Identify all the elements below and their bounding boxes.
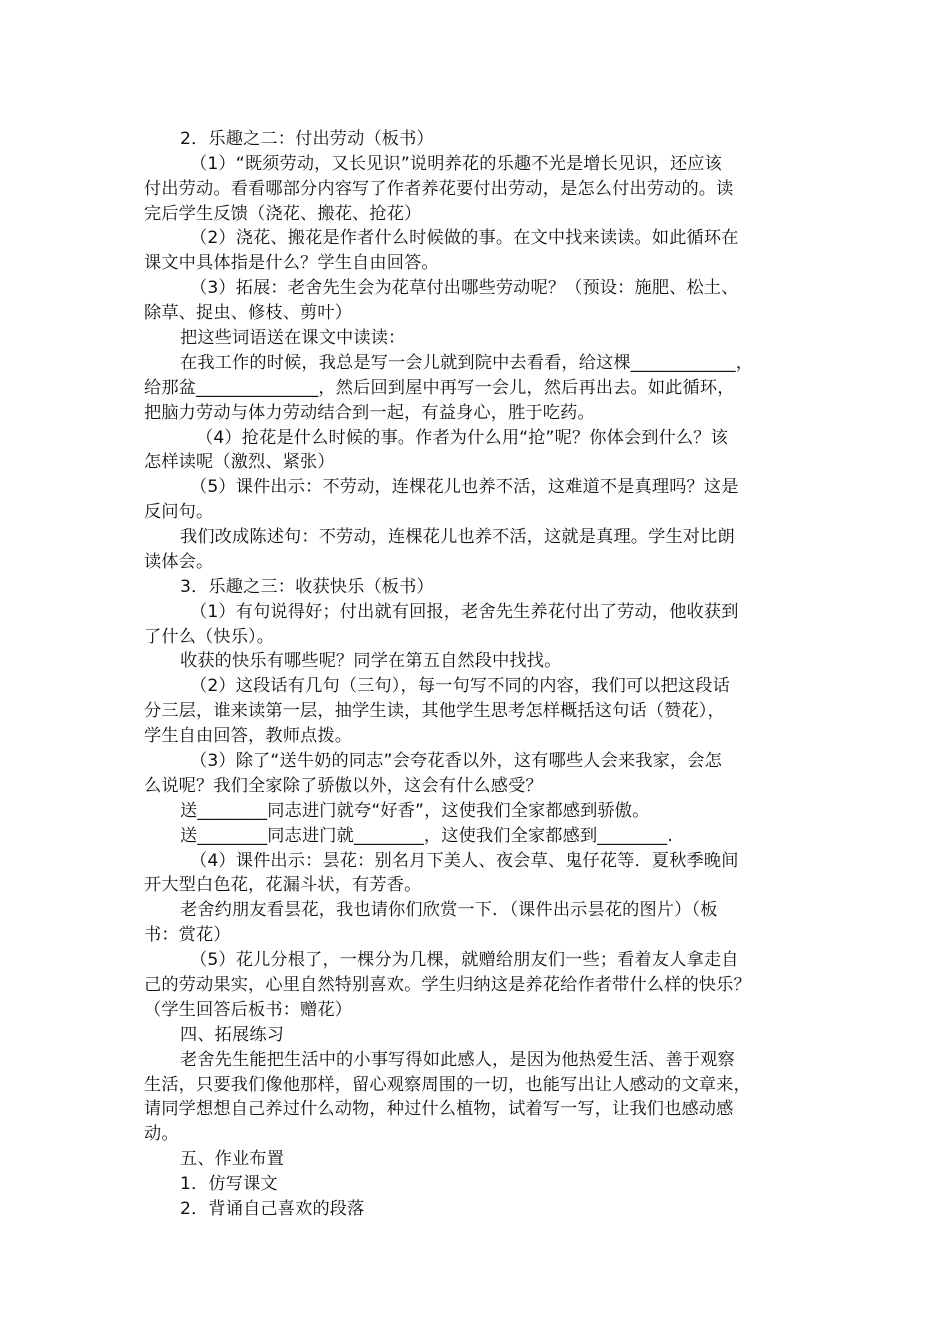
text-line: 生活，只要我们像他那样，留心观察周围的一切，也能写出让人感动的文章来， xyxy=(144,1075,751,1095)
text-line: 分三层，谁来读第一层，抽学生读，其他学生思考怎样概括这句话（赞花）， xyxy=(144,701,725,721)
text-line: 1．仿写课文 xyxy=(180,1174,278,1194)
text-line: 读体会。 xyxy=(144,552,214,572)
text-line: 老舍先生能把生活中的小事写得如此感人，是因为他热爱生活、善于观察 xyxy=(180,1050,735,1070)
text-line: 给那盆______________，然后回到屋中再写一会儿，然后再出去。如此循环， xyxy=(144,378,735,398)
text-line: 么说呢？我们全家除了骄傲以外，这会有什么感受？ xyxy=(144,776,543,796)
text-line: 完后学生反馈（浇花、搬花、抢花） xyxy=(144,204,422,224)
text-line: 了什么（快乐）。 xyxy=(144,627,275,647)
text-line: 反问句。 xyxy=(144,502,214,522)
text-line: （2）这段话有几句（三句），每一句写不同的内容，我们可以把这段话 xyxy=(190,676,730,696)
text-line: 怎样读呢（激烈、紧张） xyxy=(144,452,335,472)
text-line: （1）有句说得好；付出就有回报，老舍先生养花付出了劳动，他收获到 xyxy=(190,602,739,622)
text-line: （4）课件出示：昙花：别名月下美人、夜会草、鬼仔花等．夏秋季晚间 xyxy=(190,851,739,871)
text-line: （3）拓展：老舍先生会为花草付出哪些劳动呢？（预设：施肥、松土、 xyxy=(190,278,739,298)
text-line: 动。 xyxy=(144,1124,179,1144)
text-line: 我们改成陈述句：不劳动，连棵花儿也养不活，这就是真理。学生对比朗 xyxy=(180,527,735,547)
text-line: 2．背诵自己喜欢的段落 xyxy=(180,1199,365,1219)
text-line: （3）除了“送牛奶的同志”会夸花香以外，这有哪些人会来我家，会怎 xyxy=(190,751,722,771)
text-line: （5）花儿分根了，一棵分为几棵，就赠给朋友们一些；看着友人拿走自 xyxy=(190,950,739,970)
text-line: 在我工作的时候，我总是写一会儿就到院中去看看，给这棵____________， xyxy=(180,353,754,373)
text-line: 请同学想想自己养过什么动物，种过什么植物，试着写一写，让我们也感动感 xyxy=(144,1099,734,1119)
text-line: 除草、捉虫、修枝、剪叶） xyxy=(144,303,353,323)
text-line: 开大型白色花，花漏斗状，有芳香。 xyxy=(144,875,422,895)
text-line: 书：赏花） xyxy=(144,925,231,945)
text-line: 老舍约朋友看昙花，我也请你们欣赏一下．（课件出示昙花的图片）（板 xyxy=(180,900,718,920)
text-line: 四、拓展练习 xyxy=(180,1025,285,1045)
text-line: 2．乐趣之二：付出劳动（板书） xyxy=(180,129,434,149)
text-line: 课文中具体指是什么？学生自由回答。 xyxy=(144,253,439,273)
text-line: 送________同志进门就________，这使我们全家都感到________. xyxy=(180,826,673,846)
text-line: （5）课件出示：不劳动，连棵花儿也养不活，这难道不是真理吗？这是 xyxy=(190,477,739,497)
text-line: 把脑力劳动与体力劳动结合到一起，有益身心，胜于吃药。 xyxy=(144,403,595,423)
text-line: 3．乐趣之三：收获快乐（板书） xyxy=(180,577,434,597)
text-line: 送________同志进门就夸“好香”，这使我们全家都感到骄傲。 xyxy=(180,801,650,821)
text-line: 付出劳动。看看哪部分内容写了作者养花要付出劳动，是怎么付出劳动的。读 xyxy=(144,179,734,199)
text-line: （1）“既须劳动，又长见识”说明养花的乐趣不光是增长见识，还应该 xyxy=(190,154,722,174)
text-line: （2）浇花、搬花是作者什么时候做的事。在文中找来读读。如此循环在 xyxy=(190,228,739,248)
text-line: （4）抢花是什么时候的事。作者为什么用“抢”呢？你体会到什么？该 xyxy=(196,428,728,448)
text-line: 收获的快乐有哪些呢？同学在第五自然段中找找。 xyxy=(180,651,562,671)
text-line: 把这些词语送在课文中读读： xyxy=(180,328,406,348)
text-line: 五、作业布置 xyxy=(180,1149,285,1169)
text-line: 己的劳动果实，心里自然特别喜欢。学生归纳这是养花给作者带什么样的快乐？ xyxy=(144,975,751,995)
text-line: （学生回答后板书：赠花） xyxy=(144,1000,353,1020)
text-line: 学生自由回答，教师点拨。 xyxy=(144,726,353,746)
